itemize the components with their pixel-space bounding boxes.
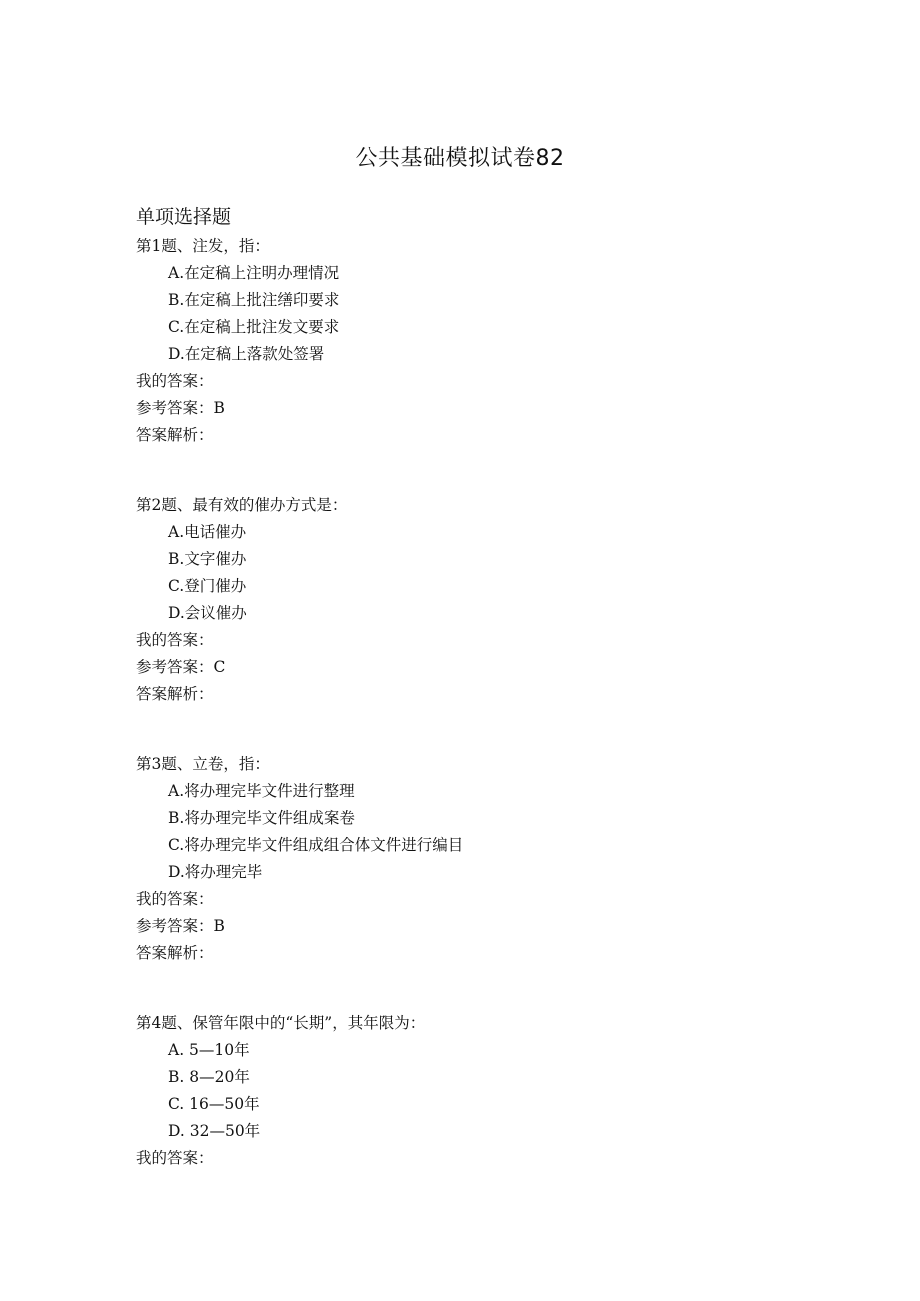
page-title: 公共基础模拟试卷82 (355, 146, 565, 171)
answer-analysis: 答案解析： (136, 426, 214, 444)
option-a: A. 5—10年 (168, 1041, 250, 1059)
option-c: C. 16—50年 (168, 1095, 260, 1113)
reference-answer: 参考答案：B (136, 917, 225, 935)
option-c: C.将办理完毕文件组成组合体文件进行编目 (168, 836, 464, 854)
option-a: A.将办理完毕文件进行整理 (168, 782, 355, 800)
option-d: D.在定稿上落款处签署 (168, 345, 325, 363)
reference-answer: 参考答案：B (136, 399, 225, 417)
option-b: B.将办理完毕文件组成案卷 (168, 809, 355, 827)
option-a: A.电话催办 (168, 523, 247, 541)
my-answer: 我的答案： (136, 890, 214, 908)
my-answer: 我的答案： (136, 631, 214, 649)
question-1 (136, 233, 796, 449)
option-d: D. 32—50年 (168, 1122, 261, 1140)
option-b: B.文字催办 (168, 550, 247, 568)
question-stem: 第2题、最有效的催办方式是： (136, 496, 348, 514)
option-c: C.在定稿上批注发文要求 (168, 318, 340, 336)
answer-analysis: 答案解析： (136, 685, 214, 703)
question-4 (136, 1010, 796, 1172)
option-a: A.在定稿上注明办理情况 (168, 264, 340, 282)
question-stem: 第1题、注发，指： (136, 237, 270, 255)
question-stem: 第3题、立卷，指： (136, 755, 270, 773)
question-3 (136, 751, 796, 967)
section-heading: 单项选择题 (136, 206, 232, 228)
question-2 (136, 492, 796, 708)
option-d: D.将办理完毕 (168, 863, 263, 881)
option-b: B.在定稿上批注缮印要求 (168, 291, 340, 309)
option-c: C.登门催办 (168, 577, 247, 595)
question-stem: 第4题、保管年限中的“长期”，其年限为： (136, 1014, 426, 1032)
option-d: D.会议催办 (168, 604, 247, 622)
answer-analysis: 答案解析： (136, 944, 214, 962)
reference-answer: 参考答案：C (136, 658, 226, 676)
option-b: B. 8—20年 (168, 1068, 250, 1086)
my-answer: 我的答案： (136, 1149, 214, 1167)
my-answer: 我的答案： (136, 372, 214, 390)
